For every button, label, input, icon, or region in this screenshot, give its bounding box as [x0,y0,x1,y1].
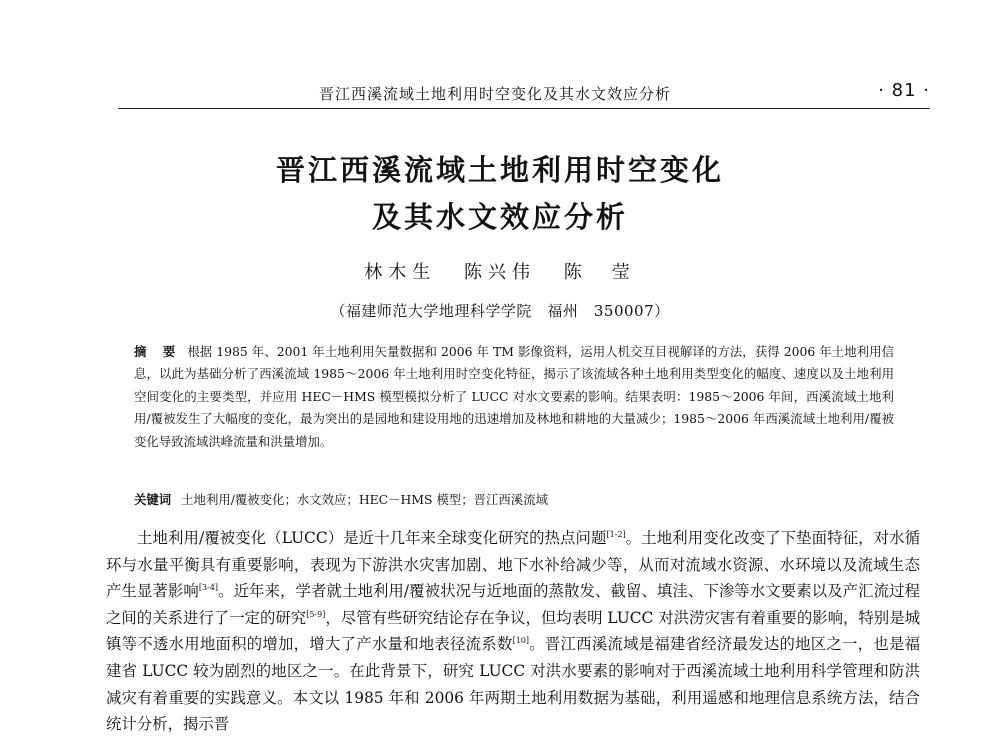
page-number: · 81 · [878,80,930,101]
affiliation: （福建师范大学地理科学学院 福州 350007） [330,302,670,320]
author-3: 陈 莹 [563,262,636,283]
author-list [0,258,1000,284]
keywords-text: 土地利用/覆被变化；水文效应；HEC－HMS 模型；晋江西溪流域 [181,492,548,507]
citation-2[interactable]: [3-4] [198,583,219,593]
body-sentence-1: 土地利用/覆被变化（LUCC）是近十几年来全球变化研究的热点问题 [137,529,607,547]
running-header-title: 晋江西溪流域土地利用时空变化及其水文效应分析 [319,85,672,103]
body-sentence-4: ，尽管有些研究结论存在争议，但均表明 LUCC 对洪涝灾害有着重要的影响，特别是城镇等不透水用地面积的增加，增大了产水量和地表径流系数 [106,608,920,654]
citation-4[interactable]: [10] [512,636,530,646]
running-header [118,80,930,109]
body-sentence-2: 。土地利用变化改变了下垫面特征，对水循环与水量平衡具有重要影响，表现为下游洪水灾害加剧、地下水补给减少等，从而对流域水资源、水环境以及流域生态产生显著影响 [106,529,920,601]
author-1: 林木生 [364,262,437,283]
body-sentence-5: 。晋江西溪流域是福建省经济最发达的地区之一，也是福建省 LUCC 较为剧烈的地区之一。在此背景下，研究 LUCC 对洪水要素的影响对于西溪流域土地利用科学管理和防洪减灾有着重要的实践意义。本文以 1985 年和 2006 年两期土地利用数据为基础，利用遥感和地理信息系统方法，结合统计分析，揭示晋 [106,635,920,734]
paper-title-line-2: 及其水文效应分析 [371,200,628,234]
abstract [134,341,894,453]
abstract-text: 根据 1985 年、2001 年土地利用矢量数据和 2006 年 TM 影像资料，运用人机交互目视解译的方法，获得 2006 年土地利用信息，以此为基础分析了西溪流域 1985～2006 年土地利用时空变化特征，揭示了该流域各种土地利用类型变化的幅度、速度以及土地利用空间变化的主要类型，并应用 HEC－HMS 模型模拟分析了 LUCC 对水文要素的影响。结果表明：1985～2006 年间，西溪流域土地利用/覆被发生了大幅度的变化，最为突出的是园地和建设用地的迅速增加及林地和耕地的大量减少；1985～2006 年西溪流域土地利用/覆被变化导致流域洪峰流量和洪量增加。 [134,344,894,449]
citation-1[interactable]: [1-2] [606,529,626,539]
body-paragraph [106,525,920,738]
keywords-label: 关键词 [134,492,172,507]
author-2: 陈兴伟 [464,262,536,283]
body-sentence-3: 。近年来，学者就土地利用/覆被状况与近地面的蒸散发、截留、填洼、下渗等水文要素以及产汇流过程之间的关系进行了一定的研究 [106,582,920,627]
citation-3[interactable]: [5-9] [306,609,326,619]
paper-title-line-1: 晋江西溪流域土地利用时空变化 [275,153,724,187]
keywords [134,489,894,511]
abstract-label: 摘 要 [134,344,182,359]
